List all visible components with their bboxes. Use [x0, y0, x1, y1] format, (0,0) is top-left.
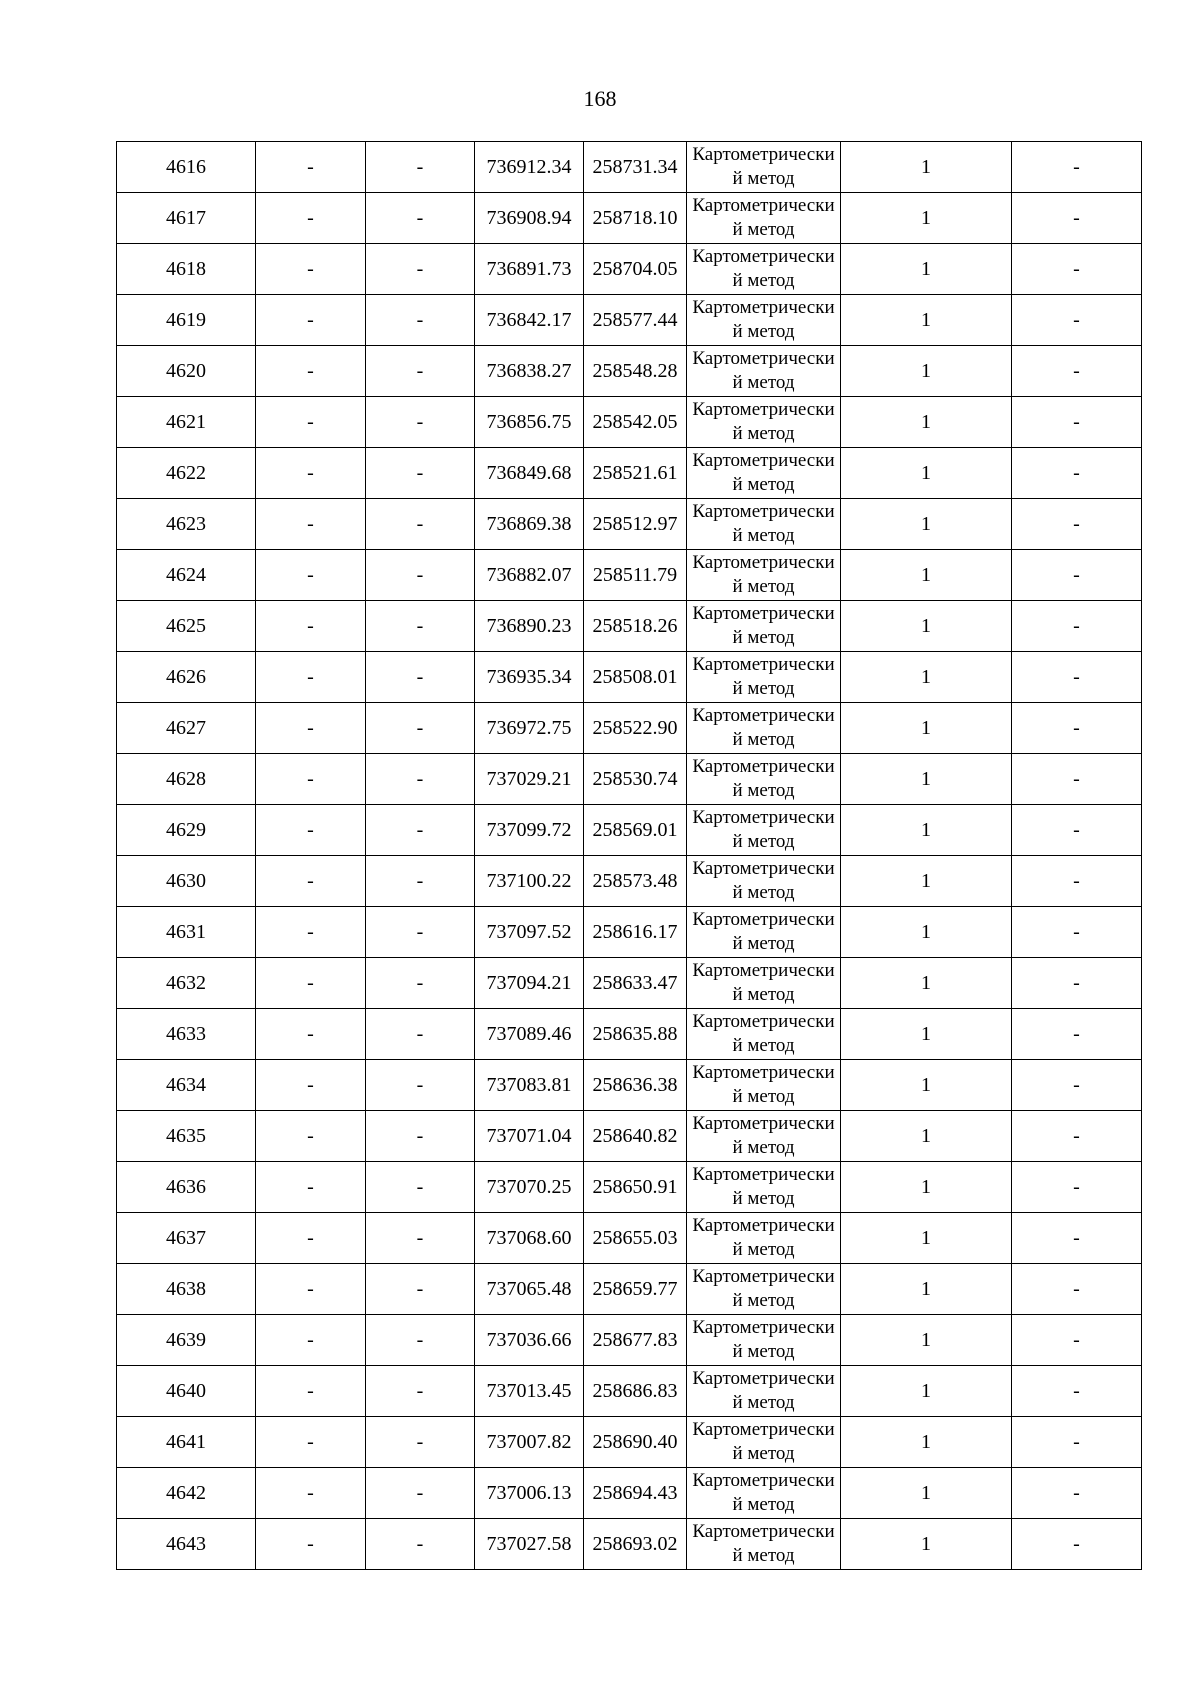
method-cell: [687, 1009, 841, 1060]
description-cell: -: [1012, 1366, 1142, 1417]
x-coordinate-cell: 737013.45: [475, 1366, 584, 1417]
x-coordinate-cell: 737036.66: [475, 1315, 584, 1366]
description-cell: -: [1012, 448, 1142, 499]
y-coordinate-cell: 258640.82: [584, 1111, 687, 1162]
x-coordinate-cell: 737083.81: [475, 1060, 584, 1111]
table-row: [117, 550, 1142, 601]
method-cell: [687, 1264, 841, 1315]
method-text: Картометрический метод: [692, 501, 835, 546]
description-cell: -: [1012, 1264, 1142, 1315]
method-text: Картометрический метод: [692, 1164, 835, 1209]
x-coordinate-cell: 737068.60: [475, 1213, 584, 1264]
description-cell: -: [1012, 1009, 1142, 1060]
point-number-cell: 4617: [117, 193, 256, 244]
method-text: Картометрический метод: [692, 195, 835, 240]
accuracy-cell: 1: [841, 1468, 1012, 1519]
point-number-cell: 4634: [117, 1060, 256, 1111]
method-text: Картометрический метод: [692, 1521, 835, 1566]
dash-cell: -: [256, 1315, 366, 1366]
y-coordinate-cell: 258573.48: [584, 856, 687, 907]
method-text: Картометрический метод: [692, 1215, 835, 1260]
y-coordinate-cell: 258616.17: [584, 907, 687, 958]
method-cell: [687, 1315, 841, 1366]
accuracy-cell: 1: [841, 1315, 1012, 1366]
dash-cell: -: [256, 601, 366, 652]
accuracy-cell: 1: [841, 397, 1012, 448]
method-cell: [687, 193, 841, 244]
point-number-cell: 4626: [117, 652, 256, 703]
dash-cell: -: [256, 1162, 366, 1213]
description-cell: -: [1012, 1111, 1142, 1162]
y-coordinate-cell: 258511.79: [584, 550, 687, 601]
method-cell: [687, 907, 841, 958]
method-cell: [687, 142, 841, 193]
table-row: [117, 703, 1142, 754]
dash-cell: -: [366, 1009, 475, 1060]
method-cell: [687, 652, 841, 703]
y-coordinate-cell: 258686.83: [584, 1366, 687, 1417]
table-row: [117, 193, 1142, 244]
y-coordinate-cell: 258718.10: [584, 193, 687, 244]
x-coordinate-cell: 737094.21: [475, 958, 584, 1009]
dash-cell: -: [366, 397, 475, 448]
point-number-cell: 4623: [117, 499, 256, 550]
table-row: [117, 142, 1142, 193]
point-number-cell: 4619: [117, 295, 256, 346]
dash-cell: -: [366, 1468, 475, 1519]
accuracy-cell: 1: [841, 703, 1012, 754]
accuracy-cell: 1: [841, 907, 1012, 958]
method-text: Картометрический метод: [692, 1011, 835, 1056]
y-coordinate-cell: 258569.01: [584, 805, 687, 856]
accuracy-cell: 1: [841, 601, 1012, 652]
point-number-cell: 4624: [117, 550, 256, 601]
method-cell: [687, 448, 841, 499]
point-number-cell: 4638: [117, 1264, 256, 1315]
table-row: [117, 346, 1142, 397]
dash-cell: -: [366, 652, 475, 703]
method-text: Картометрический метод: [692, 807, 835, 852]
method-cell: [687, 244, 841, 295]
method-text: Картометрический метод: [692, 1317, 835, 1362]
y-coordinate-cell: 258512.97: [584, 499, 687, 550]
dash-cell: -: [366, 856, 475, 907]
y-coordinate-cell: 258508.01: [584, 652, 687, 703]
table-row: [117, 1111, 1142, 1162]
method-cell: [687, 1060, 841, 1111]
dash-cell: -: [256, 397, 366, 448]
point-number-cell: 4632: [117, 958, 256, 1009]
accuracy-cell: 1: [841, 550, 1012, 601]
description-cell: -: [1012, 1213, 1142, 1264]
y-coordinate-cell: 258633.47: [584, 958, 687, 1009]
description-cell: -: [1012, 1315, 1142, 1366]
dash-cell: -: [256, 1519, 366, 1570]
point-number-cell: 4618: [117, 244, 256, 295]
x-coordinate-cell: 737007.82: [475, 1417, 584, 1468]
table-row: [117, 397, 1142, 448]
dash-cell: -: [366, 499, 475, 550]
dash-cell: -: [256, 907, 366, 958]
table-row: [117, 1264, 1142, 1315]
y-coordinate-cell: 258659.77: [584, 1264, 687, 1315]
dash-cell: -: [256, 1111, 366, 1162]
description-cell: -: [1012, 1468, 1142, 1519]
dash-cell: -: [256, 1009, 366, 1060]
method-text: Картометрический метод: [692, 960, 835, 1005]
table-row: [117, 1060, 1142, 1111]
description-cell: -: [1012, 958, 1142, 1009]
description-cell: -: [1012, 295, 1142, 346]
method-text: Картометрический метод: [692, 399, 835, 444]
accuracy-cell: 1: [841, 1009, 1012, 1060]
dash-cell: -: [366, 193, 475, 244]
accuracy-cell: 1: [841, 1366, 1012, 1417]
method-cell: [687, 805, 841, 856]
x-coordinate-cell: 737097.52: [475, 907, 584, 958]
method-text: Картометрический метод: [692, 1368, 835, 1413]
method-text: Картометрический метод: [692, 246, 835, 291]
method-text: Картометрический метод: [692, 552, 835, 597]
accuracy-cell: 1: [841, 1162, 1012, 1213]
table-row: [117, 1162, 1142, 1213]
y-coordinate-cell: 258693.02: [584, 1519, 687, 1570]
description-cell: -: [1012, 907, 1142, 958]
x-coordinate-cell: 736890.23: [475, 601, 584, 652]
x-coordinate-cell: 736856.75: [475, 397, 584, 448]
dash-cell: -: [256, 1417, 366, 1468]
method-text: Картометрический метод: [692, 144, 835, 189]
description-cell: -: [1012, 805, 1142, 856]
table-row: [117, 754, 1142, 805]
method-text: Картометрический метод: [692, 909, 835, 954]
table-row: [117, 1519, 1142, 1570]
x-coordinate-cell: 736972.75: [475, 703, 584, 754]
table-row: [117, 1315, 1142, 1366]
dash-cell: -: [366, 142, 475, 193]
accuracy-cell: 1: [841, 193, 1012, 244]
accuracy-cell: 1: [841, 652, 1012, 703]
table-row: [117, 499, 1142, 550]
dash-cell: -: [366, 1060, 475, 1111]
method-text: Картометрический метод: [692, 1266, 835, 1311]
point-number-cell: 4631: [117, 907, 256, 958]
accuracy-cell: 1: [841, 754, 1012, 805]
accuracy-cell: 1: [841, 346, 1012, 397]
method-text: Картометрический метод: [692, 603, 835, 648]
method-cell: [687, 703, 841, 754]
description-cell: -: [1012, 142, 1142, 193]
method-cell: [687, 295, 841, 346]
dash-cell: -: [366, 1111, 475, 1162]
y-coordinate-cell: 258522.90: [584, 703, 687, 754]
y-coordinate-cell: 258577.44: [584, 295, 687, 346]
x-coordinate-cell: 736935.34: [475, 652, 584, 703]
accuracy-cell: 1: [841, 1111, 1012, 1162]
dash-cell: -: [256, 346, 366, 397]
dash-cell: -: [256, 1060, 366, 1111]
point-number-cell: 4635: [117, 1111, 256, 1162]
method-cell: [687, 1519, 841, 1570]
x-coordinate-cell: 736912.34: [475, 142, 584, 193]
point-number-cell: 4622: [117, 448, 256, 499]
table-row: [117, 601, 1142, 652]
method-cell: [687, 958, 841, 1009]
dash-cell: -: [256, 448, 366, 499]
method-text: Картометрический метод: [692, 450, 835, 495]
x-coordinate-cell: 737099.72: [475, 805, 584, 856]
method-text: Картометрический метод: [692, 1113, 835, 1158]
x-coordinate-cell: 736869.38: [475, 499, 584, 550]
description-cell: -: [1012, 346, 1142, 397]
x-coordinate-cell: 737070.25: [475, 1162, 584, 1213]
description-cell: -: [1012, 703, 1142, 754]
dash-cell: -: [366, 295, 475, 346]
table-row: [117, 805, 1142, 856]
dash-cell: -: [256, 958, 366, 1009]
method-cell: [687, 1468, 841, 1519]
method-cell: [687, 499, 841, 550]
point-number-cell: 4641: [117, 1417, 256, 1468]
table-row: [117, 1213, 1142, 1264]
table-row: [117, 448, 1142, 499]
description-cell: -: [1012, 754, 1142, 805]
x-coordinate-cell: 737100.22: [475, 856, 584, 907]
method-text: Картометрический метод: [692, 1419, 835, 1464]
coordinates-table-body: [117, 142, 1142, 1570]
x-coordinate-cell: 737089.46: [475, 1009, 584, 1060]
coordinates-table: [116, 141, 1142, 1570]
method-text: Картометрический метод: [692, 654, 835, 699]
table-row: [117, 958, 1142, 1009]
dash-cell: -: [256, 142, 366, 193]
y-coordinate-cell: 258694.43: [584, 1468, 687, 1519]
dash-cell: -: [256, 193, 366, 244]
x-coordinate-cell: 736882.07: [475, 550, 584, 601]
point-number-cell: 4616: [117, 142, 256, 193]
dash-cell: -: [366, 601, 475, 652]
method-text: Картометрический метод: [692, 705, 835, 750]
table-row: [117, 907, 1142, 958]
method-cell: [687, 346, 841, 397]
method-text: Картометрический метод: [692, 348, 835, 393]
y-coordinate-cell: 258635.88: [584, 1009, 687, 1060]
point-number-cell: 4625: [117, 601, 256, 652]
description-cell: -: [1012, 1519, 1142, 1570]
dash-cell: -: [256, 244, 366, 295]
point-number-cell: 4629: [117, 805, 256, 856]
dash-cell: -: [256, 295, 366, 346]
x-coordinate-cell: 737027.58: [475, 1519, 584, 1570]
accuracy-cell: 1: [841, 142, 1012, 193]
point-number-cell: 4627: [117, 703, 256, 754]
point-number-cell: 4621: [117, 397, 256, 448]
y-coordinate-cell: 258636.38: [584, 1060, 687, 1111]
dash-cell: -: [366, 346, 475, 397]
accuracy-cell: 1: [841, 1060, 1012, 1111]
dash-cell: -: [366, 754, 475, 805]
dash-cell: -: [256, 754, 366, 805]
point-number-cell: 4630: [117, 856, 256, 907]
method-cell: [687, 1213, 841, 1264]
accuracy-cell: 1: [841, 1519, 1012, 1570]
table-row: [117, 1417, 1142, 1468]
point-number-cell: 4642: [117, 1468, 256, 1519]
accuracy-cell: 1: [841, 958, 1012, 1009]
dash-cell: -: [256, 1264, 366, 1315]
y-coordinate-cell: 258542.05: [584, 397, 687, 448]
dash-cell: -: [366, 1366, 475, 1417]
x-coordinate-cell: 736842.17: [475, 295, 584, 346]
point-number-cell: 4620: [117, 346, 256, 397]
method-text: Картометрический метод: [692, 1470, 835, 1515]
y-coordinate-cell: 258518.26: [584, 601, 687, 652]
dash-cell: -: [366, 1417, 475, 1468]
point-number-cell: 4636: [117, 1162, 256, 1213]
method-cell: [687, 1366, 841, 1417]
point-number-cell: 4637: [117, 1213, 256, 1264]
y-coordinate-cell: 258655.03: [584, 1213, 687, 1264]
dash-cell: -: [256, 499, 366, 550]
description-cell: -: [1012, 550, 1142, 601]
method-text: Картометрический метод: [692, 756, 835, 801]
dash-cell: -: [256, 856, 366, 907]
method-text: Картометрический метод: [692, 297, 835, 342]
point-number-cell: 4639: [117, 1315, 256, 1366]
description-cell: -: [1012, 856, 1142, 907]
method-text: Картометрический метод: [692, 1062, 835, 1107]
dash-cell: -: [256, 703, 366, 754]
method-text: Картометрический метод: [692, 858, 835, 903]
dash-cell: -: [256, 805, 366, 856]
x-coordinate-cell: 736908.94: [475, 193, 584, 244]
x-coordinate-cell: 737006.13: [475, 1468, 584, 1519]
dash-cell: -: [256, 1366, 366, 1417]
table-row: [117, 1468, 1142, 1519]
dash-cell: -: [366, 1162, 475, 1213]
description-cell: -: [1012, 1162, 1142, 1213]
dash-cell: -: [366, 907, 475, 958]
dash-cell: -: [366, 958, 475, 1009]
description-cell: -: [1012, 652, 1142, 703]
accuracy-cell: 1: [841, 856, 1012, 907]
description-cell: -: [1012, 601, 1142, 652]
x-coordinate-cell: 736849.68: [475, 448, 584, 499]
y-coordinate-cell: 258521.61: [584, 448, 687, 499]
dash-cell: -: [256, 1468, 366, 1519]
description-cell: -: [1012, 244, 1142, 295]
dash-cell: -: [366, 703, 475, 754]
point-number-cell: 4628: [117, 754, 256, 805]
dash-cell: -: [256, 550, 366, 601]
dash-cell: -: [366, 1213, 475, 1264]
page-number: 168: [583, 86, 617, 111]
description-cell: -: [1012, 1417, 1142, 1468]
dash-cell: -: [366, 550, 475, 601]
table-row: [117, 652, 1142, 703]
accuracy-cell: 1: [841, 1264, 1012, 1315]
table-row: [117, 856, 1142, 907]
dash-cell: -: [366, 1315, 475, 1366]
y-coordinate-cell: 258548.28: [584, 346, 687, 397]
accuracy-cell: 1: [841, 295, 1012, 346]
accuracy-cell: 1: [841, 805, 1012, 856]
y-coordinate-cell: 258704.05: [584, 244, 687, 295]
x-coordinate-cell: 736838.27: [475, 346, 584, 397]
point-number-cell: 4633: [117, 1009, 256, 1060]
method-cell: [687, 1111, 841, 1162]
table-row: [117, 244, 1142, 295]
y-coordinate-cell: 258677.83: [584, 1315, 687, 1366]
accuracy-cell: 1: [841, 1213, 1012, 1264]
x-coordinate-cell: 736891.73: [475, 244, 584, 295]
x-coordinate-cell: 737071.04: [475, 1111, 584, 1162]
dash-cell: -: [366, 805, 475, 856]
method-cell: [687, 754, 841, 805]
method-cell: [687, 550, 841, 601]
dash-cell: -: [256, 1213, 366, 1264]
point-number-cell: 4643: [117, 1519, 256, 1570]
table-row: [117, 295, 1142, 346]
y-coordinate-cell: 258650.91: [584, 1162, 687, 1213]
x-coordinate-cell: 737065.48: [475, 1264, 584, 1315]
dash-cell: -: [366, 1264, 475, 1315]
description-cell: -: [1012, 499, 1142, 550]
description-cell: -: [1012, 397, 1142, 448]
dash-cell: -: [366, 244, 475, 295]
method-cell: [687, 397, 841, 448]
y-coordinate-cell: 258690.40: [584, 1417, 687, 1468]
y-coordinate-cell: 258731.34: [584, 142, 687, 193]
dash-cell: -: [366, 1519, 475, 1570]
method-cell: [687, 1162, 841, 1213]
point-number-cell: 4640: [117, 1366, 256, 1417]
accuracy-cell: 1: [841, 244, 1012, 295]
x-coordinate-cell: 737029.21: [475, 754, 584, 805]
method-cell: [687, 1417, 841, 1468]
dash-cell: -: [256, 652, 366, 703]
y-coordinate-cell: 258530.74: [584, 754, 687, 805]
dash-cell: -: [366, 448, 475, 499]
table-row: [117, 1366, 1142, 1417]
accuracy-cell: 1: [841, 499, 1012, 550]
description-cell: -: [1012, 1060, 1142, 1111]
description-cell: -: [1012, 193, 1142, 244]
accuracy-cell: 1: [841, 448, 1012, 499]
method-cell: [687, 856, 841, 907]
method-cell: [687, 601, 841, 652]
table-row: [117, 1009, 1142, 1060]
accuracy-cell: 1: [841, 1417, 1012, 1468]
